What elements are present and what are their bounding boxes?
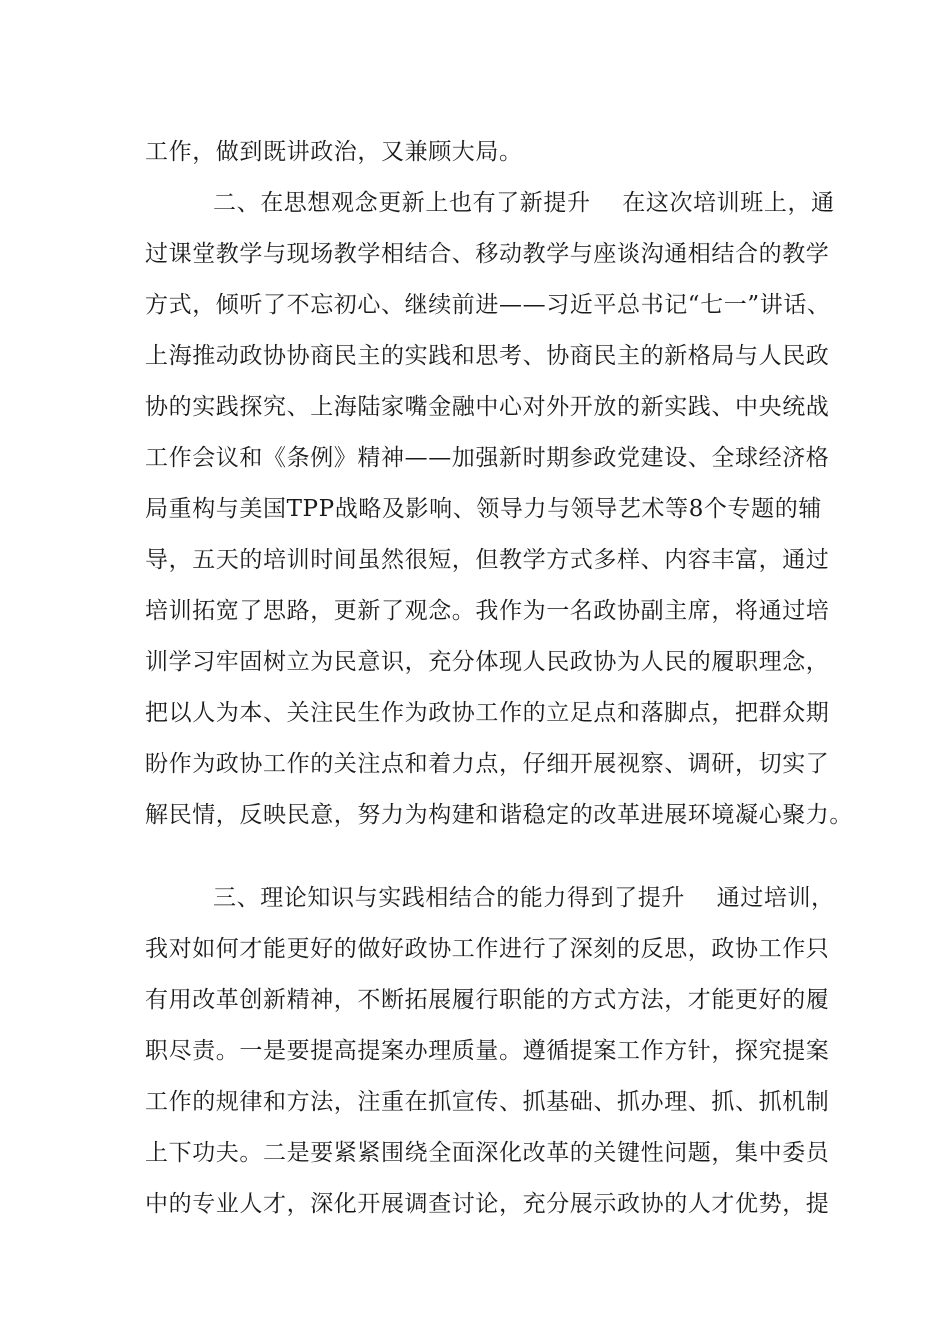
section-heading-line: 三、理论知识与实践相结合的能力得到了提升 通过培训， [213, 885, 835, 911]
text-line: 把以人为本、关注民生作为政协工作的立足点和落脚点，把群众期 [145, 700, 830, 726]
text-line: 训学习牢固树立为民意识，充分体现人民政协为人民的履职理念， [145, 649, 830, 675]
text-line: 局重构与美国TPP战略及影响、领导力与领导艺术等8个专题的辅 [145, 496, 822, 522]
text-line: 职尽责。一是要提高提案办理质量。遵循提案工作方针，探究提案 [145, 1038, 830, 1064]
text-line: 工作会议和《条例》精神——加强新时期参政党建设、全球经济格 [145, 445, 830, 471]
text-line: 上下功夫。二是要紧紧围绕全面深化改革的关键性问题，集中委员 [145, 1140, 830, 1166]
text-line: 方式，倾听了不忘初心、继续前进——习近平总书记“七一”讲话、 [145, 292, 831, 318]
text-line: 上海推动政协协商民主的实践和思考、协商民主的新格局与人民政 [145, 343, 830, 369]
text-line: 协的实践探究、上海陆家嘴金融中心对外开放的新实践、中央统战 [145, 394, 830, 420]
text-line: 中的专业人才，深化开展调查讨论，充分展示政协的人才优势，提 [145, 1191, 830, 1217]
text-line: 我对如何才能更好的做好政协工作进行了深刻的反思，政协工作只 [145, 936, 830, 962]
text-line: 工作的规律和方法，注重在抓宣传、抓基础、抓办理、抓、抓机制 [145, 1089, 830, 1115]
text-line: 盼作为政协工作的关注点和着力点，仔细开展视察、调研，切实了 [145, 751, 830, 777]
text-line: 解民情，反映民意，努力为构建和谐稳定的改革进展环境凝心聚力。 [145, 802, 853, 828]
text-line: 导，五天的培训时间虽然很短，但教学方式多样、内容丰富，通过 [145, 547, 830, 573]
text-line: 工作，做到既讲政治，又兼顾大局。 [145, 139, 523, 165]
text-line: 过课堂教学与现场教学相结合、移动教学与座谈沟通相结合的教学 [145, 241, 830, 267]
text-line: 有用改革创新精神，不断拓展履行职能的方式方法，才能更好的履 [145, 987, 830, 1013]
section-heading-line: 二、在思想观念更新上也有了新提升 在这次培训班上，通 [213, 190, 835, 216]
text-line: 培训拓宽了思路，更新了观念。我作为一名政协副主席，将通过培 [145, 598, 830, 624]
